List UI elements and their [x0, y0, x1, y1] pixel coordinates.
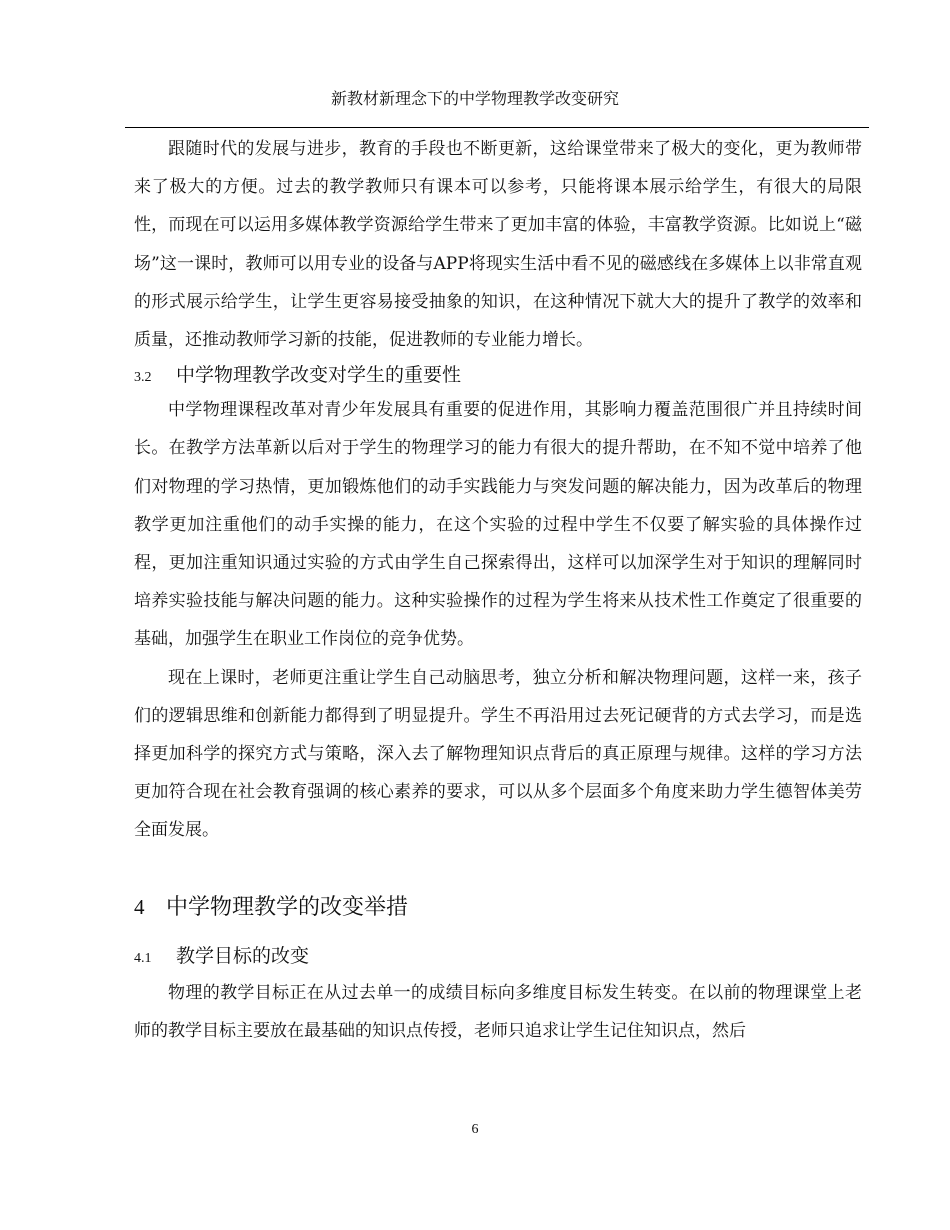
section-4-1-heading	[134, 938, 862, 974]
section-number: 4.1	[134, 950, 152, 966]
page-body	[134, 130, 862, 1050]
page-number: 6	[471, 1122, 479, 1137]
section-title: 中学物理教学改变对学生的重要性	[176, 364, 462, 387]
paragraph-teaching-goals: 物理的教学目标正在从过去单一的成绩目标向多维度目标发生转变。在以前的物理课堂上老师的教学目标主要放在最基础的知识点传授，老师只追求让学生记住知识点，然后	[134, 982, 862, 1041]
paragraph-curriculum-reform: 中学物理课程改革对青少年发展具有重要的促进作用，其影响力覆盖范围很广并且持续时间长。在教学方法革新以后对于学生的物理学习的能力有很大的提升帮助，在不知不觉中培养了他们对物理的学习热情，更加锻炼他们的动手实践能力与突发问题的解决能力，因为改革后的物理教学更加注重他们的动手实操的能力，在这个实验的过程中学生不仅要了解实验的具体操作过程，更加注重知识通过实验的方式由学生自己探索得出，这样可以加深学生对于知识的理解同时培养实验技能与解决问题的能力。这种实验操作的过程为学生将来从技术性工作奠定了很重要的基础，加强学生在职业工作岗位的竞争优势。	[134, 400, 862, 650]
chapter-4-heading	[134, 888, 862, 926]
page-header: 新教材新理念下的中学物理教学改变研究	[330, 89, 619, 108]
section-number: 3.2	[134, 370, 152, 386]
section-3-2-heading	[134, 359, 862, 391]
header-divider	[125, 127, 869, 128]
paragraph-media-teaching: 跟随时代的发展与进步，教育的手段也不断更新，这给课堂带来了极大的变化，更为教师带来了极大的方便。过去的教学教师只有课本可以参考，只能将课本展示给学生，有很大的局限性，而现在可以运用多媒体教学资源给学生带来了更加丰富的体验，丰富教学资源。比如说上“磁场”这一课时，教师可以用专业的设备与APP将现实生活中看不见的磁感线在多媒体上以非常直观的形式展示给学生，让学生更容易接受抽象的知识，在这种情况下就大大的提升了教学的效率和质量，还推动教师学习新的技能，促进教师的专业能力增长。	[134, 139, 862, 351]
section-title: 教学目标的改变	[176, 944, 310, 967]
paragraph-independent-thinking: 现在上课时，老师更注重让学生自己动脑思考，独立分析和解决物理问题，这样一来，孩子们的逻辑思维和创新能力都得到了明显提升。学生不再沿用过去死记硬背的方式去学习，而是选择更加科学的探究方式与策略，深入去了解物理知识点背后的真正原理与规律。这样的学习方法更加符合现在社会教育强调的核心素养的要求，可以从多个层面多个角度来助力学生德智体美劳全面发展。	[134, 667, 862, 841]
chapter-number: 4	[134, 894, 145, 919]
chapter-title: 中学物理教学的改变举措	[166, 894, 409, 920]
